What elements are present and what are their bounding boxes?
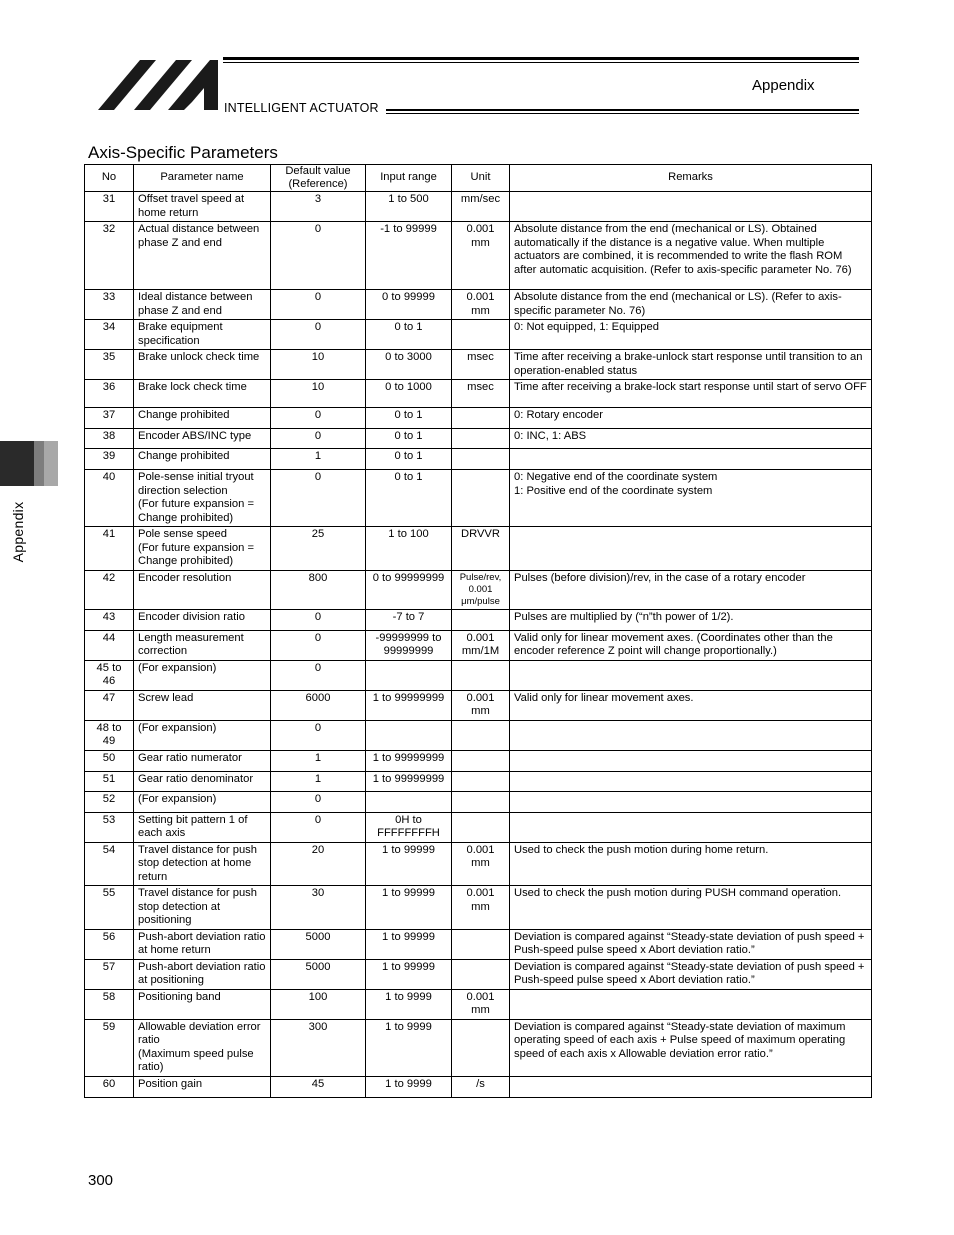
cell-unit [452,720,510,750]
cell-remarks: Deviation is compared against “Steady-state deviation of push speed + Push-speed pulse speed x Abort deviation ratio.” [510,929,872,959]
table-row [85,630,872,660]
header-default-value: Default value (Reference) [271,165,366,192]
cell-input-range: 0H to FFFFFFFFH [366,812,452,842]
table-row [85,812,872,842]
header-rule [223,57,859,60]
cell-remarks: Pulses (before division)/rev, in the case of a rotary encoder [510,570,872,609]
cell-remarks: Valid only for linear movement axes. (Coordinates other than the encoder reference Z point will change proportionally.) [510,630,872,660]
appendix-side-tab [0,441,58,486]
cell-unit [452,408,510,429]
table-row [85,771,872,791]
cell-input-range: 1 to 100 [366,527,452,571]
cell-remarks: 0: Negative end of the coordinate system 1: Positive end of the coordinate system [510,470,872,527]
cell-input-range: 0 to 99999999 [366,570,452,609]
header-rule-lower [386,109,859,111]
cell-parameter-name: (For expansion) [134,720,271,750]
table-row [85,1019,872,1076]
cell-parameter-name: Offset travel speed at home return [134,192,271,222]
iai-logo [98,58,222,112]
cell-no: 35 [85,350,134,380]
cell-no: 59 [85,1019,134,1076]
cell-default-value: 0 [271,660,366,690]
cell-unit: 0.001 mm/1M [452,630,510,660]
cell-input-range: 1 to 99999 [366,929,452,959]
cell-remarks: Deviation is compared against “Steady-state deviation of maximum operating speed of each axis + Pulse speed of maximum operating speed of each axis x Allowable deviation error ratio.” [510,1019,872,1076]
cell-no: 44 [85,630,134,660]
cell-input-range: 1 to 99999 [366,959,452,989]
cell-default-value: 800 [271,570,366,609]
cell-no: 47 [85,690,134,720]
cell-unit: DRVVR [452,527,510,571]
cell-parameter-name: Travel distance for push stop detection at home return [134,842,271,886]
cell-unit: 0.001 mm [452,989,510,1019]
cell-unit [452,929,510,959]
table-row [85,609,872,630]
table-row [85,429,872,449]
cell-remarks [510,750,872,771]
cell-input-range: 0 to 1 [366,429,452,449]
cell-unit [452,470,510,527]
table-row [85,527,872,571]
table-row [85,350,872,380]
table-row [85,959,872,989]
cell-unit: /s [452,1076,510,1097]
cell-remarks [510,192,872,222]
cell-unit [452,449,510,470]
cell-default-value: 1 [271,771,366,791]
cell-input-range [366,720,452,750]
cell-unit [452,771,510,791]
cell-default-value: 10 [271,350,366,380]
cell-default-value: 0 [271,290,366,320]
cell-remarks: Used to check the push motion during home return. [510,842,872,886]
cell-remarks [510,660,872,690]
table-row [85,320,872,350]
cell-parameter-name: Push-abort deviation ratio at home return [134,929,271,959]
table-row [85,408,872,429]
cell-unit: msec [452,350,510,380]
cell-parameter-name: Actual distance between phase Z and end [134,222,271,290]
header-rule-lower-thin [386,113,859,114]
cell-default-value: 30 [271,886,366,930]
cell-no: 42 [85,570,134,609]
cell-default-value: 1 [271,449,366,470]
cell-input-range: 0 to 1000 [366,380,452,408]
cell-remarks [510,527,872,571]
page-title: Axis-Specific Parameters [88,143,278,162]
header-rule-thin [223,62,859,63]
cell-no: 54 [85,842,134,886]
cell-input-range: 0 to 3000 [366,350,452,380]
cell-parameter-name: Position gain [134,1076,271,1097]
header-input-range: Input range [366,165,452,192]
cell-default-value: 0 [271,408,366,429]
cell-unit: Pulse/rev, 0.001 μm/pulse [452,570,510,609]
cell-unit: 0.001 mm [452,222,510,290]
cell-no: 45 to 46 [85,660,134,690]
cell-default-value: 0 [271,222,366,290]
cell-unit [452,660,510,690]
cell-remarks: Absolute distance from the end (mechanical or LS). Obtained automatically if the distance is a negative value. When multiple actuators are combined, it is recommended to write the flash ROM after automatic acquisition. (Refer to axis-specific parameter No. 76) [510,222,872,290]
table-row [85,290,872,320]
cell-default-value: 0 [271,429,366,449]
cell-parameter-name: (For expansion) [134,791,271,812]
cell-unit [452,750,510,771]
cell-input-range: 0 to 1 [366,470,452,527]
cell-default-value: 45 [271,1076,366,1097]
cell-unit: 0.001 mm [452,290,510,320]
header-parameter-name: Parameter name [134,165,271,192]
cell-input-range: 1 to 99999 [366,842,452,886]
cell-unit [452,320,510,350]
cell-parameter-name: Push-abort deviation ratio at positioning [134,959,271,989]
cell-default-value: 25 [271,527,366,571]
cell-default-value: 0 [271,320,366,350]
cell-unit: msec [452,380,510,408]
cell-default-value: 0 [271,791,366,812]
cell-remarks: 0: Not equipped, 1: Equipped [510,320,872,350]
cell-remarks: 0: INC, 1: ABS [510,429,872,449]
cell-remarks: Time after receiving a brake-unlock start response until transition to an operation-enabled status [510,350,872,380]
cell-remarks: 0: Rotary encoder [510,408,872,429]
cell-no: 60 [85,1076,134,1097]
cell-parameter-name: Pole sense speed (For future expansion = Change prohibited) [134,527,271,571]
cell-input-range: 1 to 99999 [366,886,452,930]
cell-input-range: 1 to 500 [366,192,452,222]
cell-input-range: 0 to 1 [366,320,452,350]
table-row [85,791,872,812]
cell-parameter-name: Change prohibited [134,408,271,429]
cell-input-range: 0 to 1 [366,449,452,470]
table-row [85,660,872,690]
cell-unit [452,791,510,812]
table-row [85,989,872,1019]
cell-parameter-name: Brake unlock check time [134,350,271,380]
cell-input-range: 1 to 99999999 [366,750,452,771]
cell-unit [452,609,510,630]
cell-no: 31 [85,192,134,222]
cell-parameter-name: Allowable deviation error ratio (Maximum speed pulse ratio) [134,1019,271,1076]
cell-no: 33 [85,290,134,320]
cell-unit [452,959,510,989]
cell-remarks: Absolute distance from the end (mechanical or LS). (Refer to axis-specific parameter No. 76) [510,290,872,320]
cell-unit: mm/sec [452,192,510,222]
cell-no: 58 [85,989,134,1019]
table-row [85,720,872,750]
cell-no: 55 [85,886,134,930]
table-row [85,750,872,771]
cell-input-range [366,660,452,690]
cell-remarks [510,791,872,812]
table-header-row [85,165,872,192]
cell-input-range: 1 to 9999 [366,989,452,1019]
cell-unit: 0.001 mm [452,690,510,720]
cell-unit: 0.001 mm [452,842,510,886]
header-no: No [85,165,134,192]
cell-parameter-name: Encoder ABS/INC type [134,429,271,449]
cell-parameter-name: Pole-sense initial tryout direction selection (For future expansion = Change prohibited) [134,470,271,527]
table-row [85,380,872,408]
cell-default-value: 0 [271,720,366,750]
table-row [85,886,872,930]
cell-parameter-name: Encoder division ratio [134,609,271,630]
cell-input-range: 1 to 99999999 [366,771,452,791]
cell-parameter-name: Setting bit pattern 1 of each axis [134,812,271,842]
cell-default-value: 5000 [271,959,366,989]
cell-unit [452,812,510,842]
cell-default-value: 10 [271,380,366,408]
table-row [85,222,872,290]
page-number: 300 [88,1172,114,1189]
cell-no: 32 [85,222,134,290]
cell-default-value: 5000 [271,929,366,959]
table-row [85,1076,872,1097]
cell-remarks: Deviation is compared against “Steady-state deviation of push speed + Push-speed pulse speed x Abort deviation ratio.” [510,959,872,989]
brand-name: INTELLIGENT ACTUATOR [224,101,379,115]
cell-unit [452,1019,510,1076]
cell-input-range: 0 to 1 [366,408,452,429]
header-remarks: Remarks [510,165,872,192]
cell-no: 53 [85,812,134,842]
cell-parameter-name: Encoder resolution [134,570,271,609]
cell-no: 37 [85,408,134,429]
cell-no: 38 [85,429,134,449]
cell-input-range: 0 to 99999 [366,290,452,320]
cell-input-range: 1 to 9999 [366,1076,452,1097]
cell-remarks [510,720,872,750]
table-row [85,690,872,720]
cell-parameter-name: Travel distance for push stop detection at positioning [134,886,271,930]
cell-default-value: 100 [271,989,366,1019]
cell-no: 56 [85,929,134,959]
cell-parameter-name: Gear ratio numerator [134,750,271,771]
table-row [85,842,872,886]
cell-remarks: Valid only for linear movement axes. [510,690,872,720]
cell-unit: 0.001 mm [452,886,510,930]
cell-no: 34 [85,320,134,350]
cell-no: 36 [85,380,134,408]
cell-default-value: 1 [271,750,366,771]
table-row [85,929,872,959]
table-row [85,570,872,609]
cell-default-value: 300 [271,1019,366,1076]
cell-no: 50 [85,750,134,771]
cell-remarks [510,989,872,1019]
cell-remarks [510,1076,872,1097]
cell-default-value: 6000 [271,690,366,720]
cell-remarks [510,449,872,470]
cell-parameter-name: Change prohibited [134,449,271,470]
cell-parameter-name: Brake lock check time [134,380,271,408]
cell-remarks: Pulses are multiplied by (“n”th power of 1/2). [510,609,872,630]
cell-parameter-name: Length measurement correction [134,630,271,660]
cell-unit [452,429,510,449]
cell-default-value: 0 [271,609,366,630]
cell-parameter-name: Gear ratio denominator [134,771,271,791]
table-row [85,470,872,527]
cell-no: 41 [85,527,134,571]
cell-input-range: -99999999 to 99999999 [366,630,452,660]
cell-input-range: -1 to 99999 [366,222,452,290]
side-tab-label: Appendix [10,501,26,563]
cell-no: 39 [85,449,134,470]
cell-input-range: 1 to 99999999 [366,690,452,720]
cell-no: 57 [85,959,134,989]
axis-parameters-table [84,164,872,1098]
cell-default-value: 0 [271,812,366,842]
cell-no: 43 [85,609,134,630]
table-row [85,449,872,470]
cell-input-range: -7 to 7 [366,609,452,630]
cell-default-value: 20 [271,842,366,886]
cell-no: 52 [85,791,134,812]
cell-input-range [366,791,452,812]
cell-remarks: Time after receiving a brake-lock start response until start of servo OFF [510,380,872,408]
table-row [85,192,872,222]
cell-input-range: 1 to 9999 [366,1019,452,1076]
cell-parameter-name: (For expansion) [134,660,271,690]
section-label: Appendix [752,77,815,94]
cell-default-value: 0 [271,470,366,527]
cell-no: 40 [85,470,134,527]
cell-remarks [510,812,872,842]
cell-no: 51 [85,771,134,791]
cell-default-value: 3 [271,192,366,222]
cell-remarks: Used to check the push motion during PUSH command operation. [510,886,872,930]
cell-remarks [510,771,872,791]
cell-parameter-name: Positioning band [134,989,271,1019]
cell-default-value: 0 [271,630,366,660]
cell-no: 48 to 49 [85,720,134,750]
header-unit: Unit [452,165,510,192]
cell-parameter-name: Brake equipment specification [134,320,271,350]
cell-parameter-name: Ideal distance between phase Z and end [134,290,271,320]
cell-parameter-name: Screw lead [134,690,271,720]
